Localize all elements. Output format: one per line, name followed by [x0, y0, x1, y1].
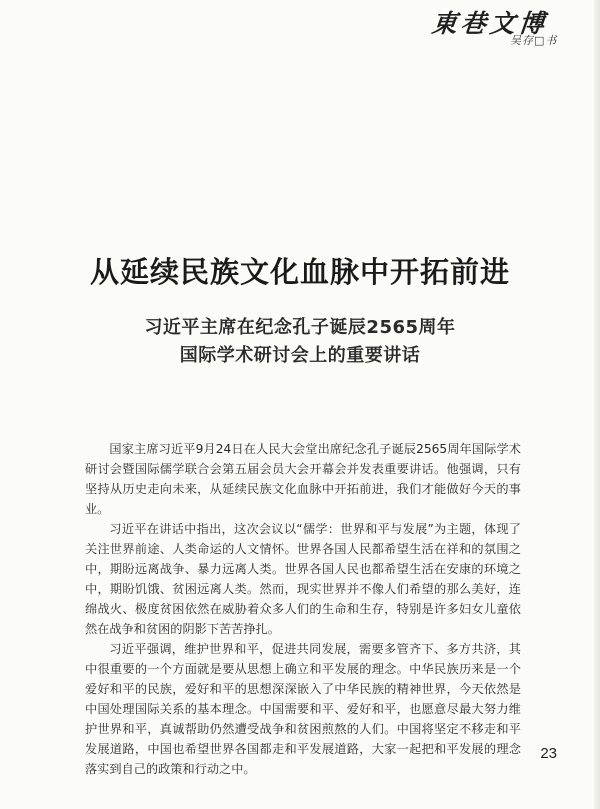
body-paragraph: 习近平强调，维护世界和平，促进共同发展，需要多管齐下、多方共济，其中很重要的一个方面就是要从思想上确立和平发展的理念。中华民族历来是一个爱好和平的民族，爱好和平的思想深深嵌入了中华民族的精神世界，今天依然是中国处理国际关系的基本理念。中国需要和平、爱好和平，也愿意尽最大努力维护世界和平，真诚帮助仍然遭受战争和贫困煎熬的人们。中国将坚定不移走和平发展道路，中国也希望世界各国都走和平发展道路，大家一起把和平发展的理念落实到自己的政策和行动之中。: [85, 642, 521, 776]
page-edge: [594, 0, 600, 809]
body-paragraph: 国家主席习近平9月24日在人民大会堂出席纪念孔子诞辰2565周年国际学术研讨会暨国际儒学联合会第五届会员大会开幕会并发表重要讲话。他强调，只有坚持从历史走向未来，从延续民族文化血脉中开拓前进，我们才能做好今天的事业。: [85, 442, 521, 516]
logo-signature: 吴存□书: [510, 34, 558, 47]
article-body: [85, 439, 521, 779]
body-paragraph: 习近平在讲话中指出，这次会议以“儒学：世界和平与发展”为主题，体现了关注世界前途、人类命运的人文情怀。世界各国人民都希望生活在祥和的氛围之中，期盼远离战争、暴力远离人类。世界各国人民也都希望生活在安康的环境之中，期盼饥饿、贫困远离人类。然而，现实世界并不像人们希望的那么美好，连绵战火、极度贫困依然在威胁着众多人们的生命和生存，特别是许多妇女儿童依然在战争和贫困的阴影下苦苦挣扎。: [85, 522, 521, 636]
article-subtitle-line2: 国际学术研讨会上的重要讲话: [179, 345, 421, 366]
article-title: 从延续民族文化血脉中开拓前进: [89, 255, 510, 289]
page-number: 23: [540, 745, 557, 762]
logo-title: 東巷文博: [430, 9, 550, 38]
magazine-logo: [432, 4, 582, 50]
article-subtitle-line1: 习近平主席在纪念孔子诞辰2565周年: [144, 317, 456, 338]
